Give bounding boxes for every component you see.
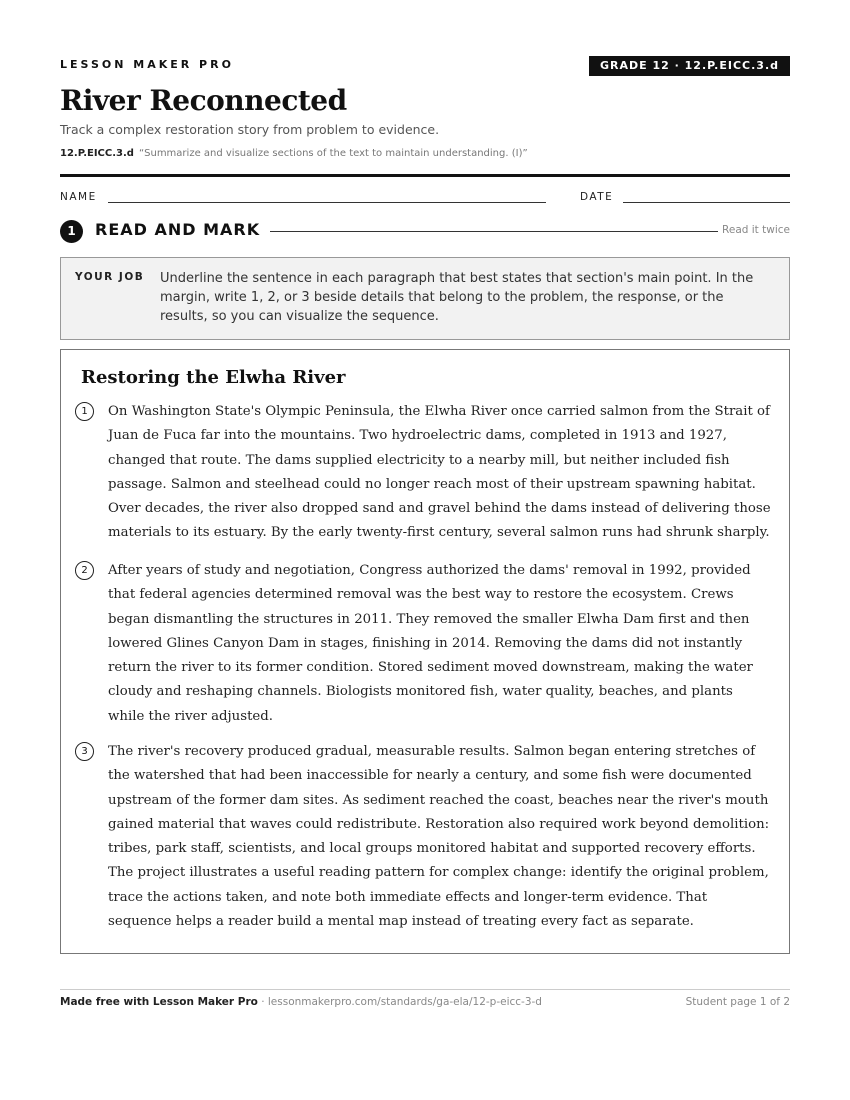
footer-brand: Made free with Lesson Maker Pro: [60, 996, 258, 1008]
paragraph-number-badge: 3: [75, 742, 94, 761]
name-label: NAME: [60, 191, 97, 203]
footer-url[interactable]: · lessonmakerpro.com/standards/ga-ela/12-p-eicc-3-d: [257, 996, 542, 1008]
passage-title: Restoring the Elwha River: [81, 367, 346, 388]
instructions-text: Underline the sentence in each paragraph that best states that section's main point. In the margin, write 1, 2, or 3 beside details that belong to the problem, the response, or the results, so you can visualize the sequence.: [160, 271, 754, 324]
header-divider: [60, 174, 790, 177]
section-title: READ AND MARK: [95, 220, 261, 239]
paragraph-text: On Washington State's Olympic Peninsula, the Elwha River once carried salmon from the Strait of Juan de Fuca far into the mountains. Two hydroelectric dams, completed in 1913 and 1927, changed that route. The dams supplied electricity to a nearby mill, but neither included fish passage. Salmon and steelhead could no longer reach most of their upstream spawning habitat. Over decades, the river also dropped sand and gravel behind the dams instead of delivering those materials to its estuary. By the early twenty-first century, several salmon runs had shrunk sharply.: [108, 404, 771, 541]
paragraph-number-badge: 1: [75, 402, 94, 421]
name-date-row: [60, 190, 790, 206]
brand-name: LESSON MAKER PRO: [60, 58, 234, 71]
footer-divider: [60, 989, 790, 990]
top-bar: [60, 56, 790, 80]
date-field[interactable]: [623, 202, 790, 203]
standard-code: 12.P.EICC.3.d: [60, 148, 134, 159]
section-note: Read it twice: [722, 224, 790, 236]
instructions-box: [60, 257, 790, 340]
section-header: [60, 219, 790, 245]
standard-line: [60, 148, 528, 159]
page-title: River Reconnected: [60, 84, 347, 117]
section-divider: [270, 231, 718, 232]
footer: [60, 996, 790, 1008]
standard-quote: “Summarize and visualize sections of the text to maintain understanding. (I)”: [138, 148, 528, 159]
date-label: DATE: [580, 191, 614, 203]
section-number-badge: 1: [60, 220, 83, 243]
paragraph-number-badge: 2: [75, 561, 94, 580]
page-indicator: Student page 1 of 2: [685, 996, 790, 1008]
grade-badge: GRADE 12 · 12.P.EICC.3.d: [589, 56, 790, 76]
paragraph-text: After years of study and negotiation, Congress authorized the dams' removal in 1992, provided that federal agencies determined removal was the best way to restore the ecosystem. Crews began dismantling the structures in 2011. They removed the smaller Elwha Dam first and then lowered Glines Canyon Dam in stages, finishing in 2014. Removing the dams did not instantly return the river to its former condition. Stored sediment moved downstream, making the water cloudy and reshaping channels. Biologists monitored fish, water quality, beaches, and plants while the river adjusted.: [108, 563, 753, 724]
instructions-label: YOUR JOB: [75, 271, 145, 283]
name-field[interactable]: [108, 202, 546, 203]
page-subtitle: Track a complex restoration story from problem to evidence.: [60, 122, 440, 137]
paragraph-text: The river's recovery produced gradual, measurable results. Salmon began entering stretches of the watershed that had been inaccessible for nearly a century, and some fish were documented upstream of the former dam sites. As sediment reached the coast, beaches near the river's mouth gained material that waves could redistribute. Restoration also required work beyond demolition: tribes, park staff, scientists, and local groups monitored habitat and supported recovery efforts. The project illustrates a useful reading pattern for complex change: identify the original problem, trace the actions taken, and note both immediate effects and longer-term evidence. That sequence helps a reader build a mental map instead of treating every fact as separate.: [108, 744, 770, 930]
reading-passage: [60, 349, 790, 954]
